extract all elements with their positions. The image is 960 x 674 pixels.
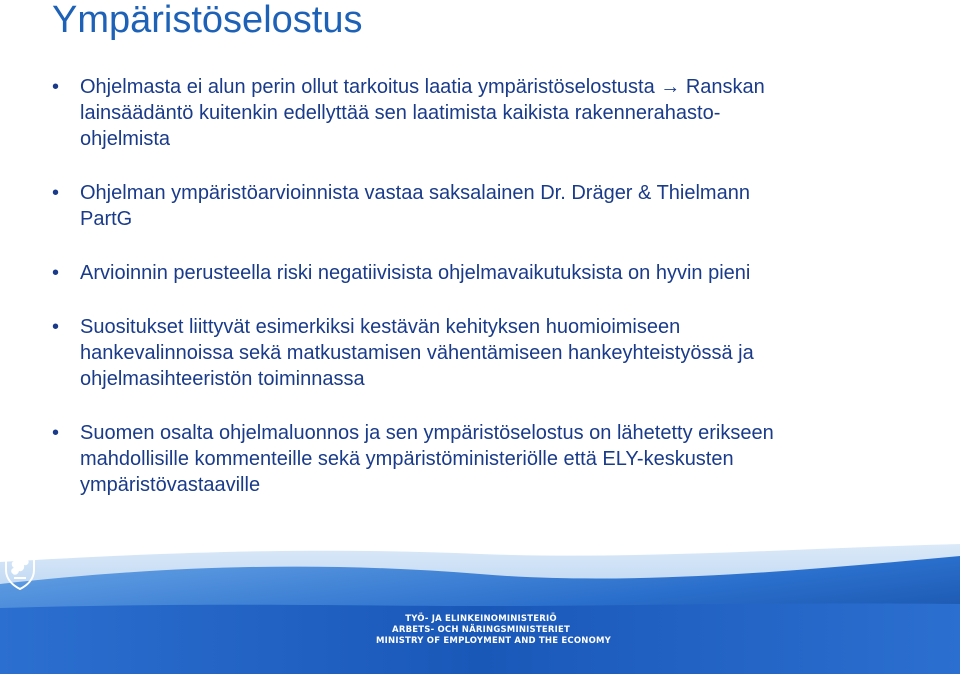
bullet-item-3 xyxy=(52,260,932,286)
footer-wave-background xyxy=(0,544,960,674)
bullet-marker: • xyxy=(52,76,60,98)
bullet-marker: • xyxy=(52,422,60,444)
bullet-text-line: mahdollisille kommenteille sekä ympäristöministeriölle että ELY-keskusten xyxy=(80,448,734,470)
bullet-text-line: lainsäädäntö kuitenkin edellyttää sen laatimista kaikista rakennerahasto- xyxy=(80,102,721,124)
bullet-text-line: ohjelmasihteeristön toiminnassa xyxy=(80,368,365,390)
bullet-text-line: PartG xyxy=(80,208,133,230)
bullet-item-4 xyxy=(52,314,932,392)
bullet-marker: • xyxy=(52,182,60,204)
bullet-text-line: ympäristövastaaville xyxy=(80,474,261,496)
bullet-marker: • xyxy=(52,316,60,338)
bullet-text-line: Ohjelmasta ei alun perin ollut tarkoitus laatia ympäristöselostusta → Ranskan xyxy=(80,76,765,98)
footer-band xyxy=(0,544,960,674)
slide-title: Ympäristöselostus xyxy=(52,0,363,41)
bullet-text-line: Suositukset liittyvät esimerkiksi kestävän kehityksen huomioimiseen xyxy=(80,316,681,338)
bullet-list xyxy=(52,74,932,526)
finnish-lion-crest-icon xyxy=(0,544,40,590)
bullet-text-line: Suomen osalta ohjelmaluonnos ja sen ympäristöselostus on lähetetty erikseen xyxy=(80,422,774,444)
ministry-name-english: MINISTRY OF EMPLOYMENT AND THE ECONOMY xyxy=(376,636,612,646)
bullet-marker: • xyxy=(52,262,60,284)
bullet-text-line: Ohjelman ympäristöarvioinnista vastaa saksalainen Dr. Dräger & Thielmann xyxy=(80,182,750,204)
ministry-name xyxy=(376,614,612,647)
bullet-text-line: ohjelmista xyxy=(80,128,171,150)
bullet-text-line: hankevalinnoissa sekä matkustamisen vähentämiseen hankeyhteistyössä ja xyxy=(80,342,754,364)
bullet-text-line: Arvioinnin perusteella riski negatiivisista ohjelmavaikutuksista on hyvin pieni xyxy=(80,262,751,284)
ministry-name-swedish: ARBETS- OCH NÄRINGSMINISTERIET xyxy=(392,625,570,635)
bullet-item-2 xyxy=(52,180,932,232)
bullet-item-1 xyxy=(52,74,932,152)
bullet-item-5 xyxy=(52,420,932,498)
ministry-name-finnish: TYÖ- JA ELINKEINOMINISTERIÖ xyxy=(405,614,557,624)
